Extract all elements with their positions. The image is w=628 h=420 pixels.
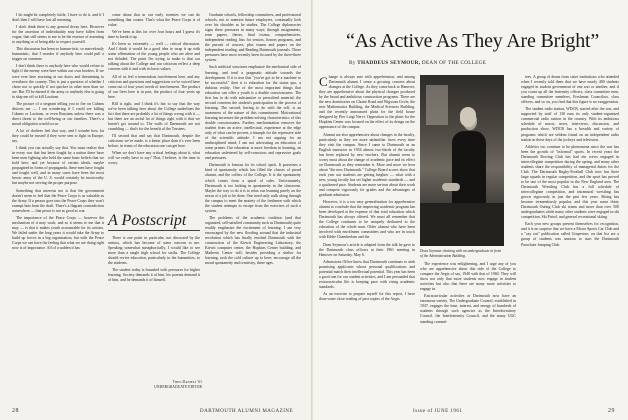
postscript-signature	[112, 380, 202, 389]
paragraph: Dartmouth is famous for its school spirit. It possesses a kind of spontaneity which has filled the classes of proud alumni, and the coffers of the College. It is the spontaneity which comes from a spiral of rules. Unfortunately, Dartmouth is too lacking in spontaneity in the classroom. Maybe the way to do it is to relax our learning purely on the nexus of a job to be done. One need only walk along through the campus to meet the anxiety of the freshmen with which the student attempts to escape from the exercises of such a system.	[205, 163, 301, 213]
paragraph: The student today is bounded with pressures for higher learning. Society demands it of him, his parents demand it of him, and he demands it of himself.	[108, 268, 200, 283]
paragraph: The picture of a sergeant telling you to fire on Cubans distorts me — I am wondering if I could see killing Cubans or Laotians, or even Russians unless there was a direct threat to the well-being or our families. There's a moral obligation would occur.	[12, 101, 104, 126]
paragraph: I think you can actually say that. You must realize that in every war that has been fought by a nation there have been men fighting who held the same basic beliefs that we hold here, and yet because of certain ideals, maybe propagated in forms of propaganda, these men have fought and fought well, and in many cases have been the most heroic army of the U. S. would certainly be trustworthy but maybe not serving the proper purpose.	[12, 146, 104, 186]
photo-caption: Dean Seymour chatting with an undergraduate in front of the Administration Building.	[420, 249, 502, 258]
paragraph: The student radio station, WDCR, started after the war, and supported by staff of 130 runs its only student-organized commercial radio station in the country. With its ambitious schedule of music, news, interviews, discussion, and production show, WDCR has a breadth and variety of programs which are seldom found on an independent radio station in these days of the jockeys and television.	[521, 107, 619, 142]
paragraph: I don't think there is any general decay here. However for the assertion of individuality may have fallen from vogue, that still seems to me to be the essence of assenting to anything or of being able to respect yourself.	[12, 25, 104, 45]
paragraph: I'll second that and say that Dartmouth, despite the criticisms we've made, is a better place than it's ever been before, in terms of the education one can get here.	[108, 134, 200, 149]
paragraph: I do might be completely futile, I have to do it, and if I don't then I will have lost all meaning.	[12, 13, 104, 23]
paragraph: We've been at this for over four hours and I guess it's time to break it up.	[108, 30, 200, 40]
paragraph: Alumni are also apprehensive about changes in the faculty, particularly as they see more unfamiliar faces every time they visit the campus. Since I came to Dartmouth as an English instructor in 1954 almost two-thirds of the faculty has been replaced by new teachers. But alumni seem to worry most about the change of academic pace and its effect on Dartmouth as they remember it. More and more we hear about "the new Dartmouth." College Board scores show that each year our students are getting brighter — what with a new, young faculty has set higher academic standards — and a quickened pace. Students are more serious about their work and compete vigorously for grades and the advantages of graduate admission.	[319, 132, 415, 198]
left-column-2	[108, 13, 200, 208]
right-folio	[608, 408, 615, 414]
photo-hand	[442, 183, 460, 191]
signature-name: Theo Daniels '61	[172, 380, 202, 384]
paragraph: Admissions Office know that Dartmouth continues to seek promising applicants whose personal qualifications and potential match their intellectual potential. This year has been a good one for our student activities, and I am persuaded that extracurricular life is keeping pace with rising academic standards.	[319, 259, 415, 289]
right-column-1	[319, 75, 415, 405]
photo-head	[460, 107, 476, 127]
paragraph: The experience was enlightening, and I urge any of you who are apprehensive about this side of the College to compare the Aegis of say, 1940 with that of 1960. They will show not only that more students now engage in student activities but also that there are many more activities to engage in.	[420, 262, 516, 292]
drop-cap: C	[319, 75, 328, 89]
postscript-title: A Postscript	[108, 212, 187, 229]
left-folio-title: DARTMOUTH ALUMNI MAGAZINE	[200, 409, 294, 414]
article-byline	[349, 60, 619, 66]
article-headline: “As Active As They Are Bright”	[346, 30, 600, 52]
left-page	[0, 0, 313, 420]
paragraph: Each year new groups present themselves for recognition, and it is no surprise that we have a Motor Sports Car Club and a "say out" publication called Grapevine; on that list are a group of students was anxious to start the Dartmouth Parachute Jumping Club.	[521, 222, 619, 247]
paragraph: Extracurricular activities at Dartmouth now have an enormous variety. The Undergraduate Council, established in 1947, engages the time, interest, and energy of hundreds of students through such agencies as the Interdormitory Council, the Interfraternity Council, and the many UGC standing commit-	[420, 294, 516, 324]
paragraph: Such artificial structures emphasize the mechanical side of learning, and tend a pragmatic attitude towards the development. If it is true that "you've got to be a machine to be successful," then it is education for the status quo, a dubious reality. One of the most important things that education can offer a youth is a double consciousness. The first has to do with substantive or prescribed material, the second concerns the student's participation in the process of learning. The second, having to do with the self, is an awareness of the nature of this commitment. Motivational learning increases the problem-solving characteristics of this double consciousness. Further, mechanization removes the student from an active, intellectual, experience at the edge only of what can be proven, a triumph for the repressive side of the scientific attitude. I am not arguing for an undisciplined mind; I am not advocating an education of some primer. Our education is more freedom in learning, an education unfettered by self-conscious and repressive goals and pressures.	[205, 65, 301, 161]
right-page-number: 29	[608, 408, 615, 414]
paragraph: When we don't have any critical feelings about it, what will we really have to say? That, I believe, is the time to worry.	[108, 151, 200, 166]
paragraph: The importance of the Peace Corps — however the mechanism of it may work, and so it seems to me that it may — is that it makes youth accountable for its actions. We failed under the long years it would take the Army to build up forces in a big organization, but with the Peace Corps we can have the feeling that what we are doing right now is of importance. All of a sudden it has	[12, 215, 104, 251]
paragraph: come about that in our early twenties we can do something that counts. That's what the Peace Corps is of value.	[108, 13, 200, 28]
postscript-rule	[108, 230, 200, 231]
byline-suffix: DEAN OF THE COLLEGE	[421, 60, 487, 66]
paragraph: All of us feel a tremendous involvement here, and any criticism and questions and suggestions we've voiced have come out of four years' needs of involvement. The product of our lives here is in part, the product of four years up here.	[108, 74, 200, 99]
photo-window	[426, 85, 448, 125]
paragraph: The problems of the academic tradition (and that organized, self-satisfied community such as Dartmouth) quite readily emphasize the excitement of learning. I am very encouraged by the new flooding around that the industrial revolution which has finally reached Dartmouth with the construction of the Kiewit Engineering Laboratory, the Kiewit computer center, the Hopkins Center building, and Mathesis Center will, besides providing a shelter for learning, rush the cold culture up to here; encourage all the moral spontaneity and creativity, these ages.	[205, 215, 301, 266]
photo-figure	[452, 131, 486, 207]
paragraph: This discussion has been so human-istic, so marvelously humanistic, that I wonder if anybody here could pull a trigger on someone.	[12, 47, 104, 62]
paragraph: Dean Seymour's article is adapted from the talk he gave to the Dartmouth class officers at their 1961 meeting in Hanover on Saturday, May 6.	[319, 242, 415, 257]
paragraph: A lot of draftees feel that way, and I wonder how far they could be trusted if they were sent to fight in Europe, say.	[12, 128, 104, 144]
paragraph: As an exercise to prepare myself for this report, I have done some close reading of past copies of the Aegis.	[319, 291, 415, 301]
right-column-3	[521, 75, 619, 405]
postscript-body	[108, 236, 200, 376]
signature-title: UNDERGRADUATE EDITOR	[154, 384, 202, 389]
right-page	[313, 0, 628, 420]
paragraph: There is one point in particular, not discussed by the seniors, which has become of some concern to me. Speaking somewhat metaphorically, I would like to see more than a single high school for sixths. The College should revive education, particularly in the humanities, to the students.	[108, 236, 200, 266]
right-folio-title: Issue of JUNE 1961	[413, 409, 463, 414]
photo-desk	[420, 203, 504, 246]
paragraph: It's been so extremely — well — critical discussion. And I think it would be a good idea to wrap it up with some affirmation of the young people who are alive and not deluded. The point I'm trying to make is that our talking about the College and our criticism reflect a deep concern with it and with its basic values.	[108, 42, 200, 72]
left-column-3	[205, 13, 301, 405]
paragraph: Graduate schools, fellowship committees, and professional schools, not to mention future employers, continually look over his shoulder as he studies. The College diplomacies signs these pressures in many ways; through assignments, term papers, theses, final exams, comprehensives, independent reading lists for seniors, honors programs, and the pursuit of courses, plus exams and papers on the independent reading, and Reading Dartmouth journals. These pressures have most recently been focused by the three-three system.	[205, 13, 301, 63]
left-column-1	[12, 13, 104, 405]
right-column-2	[420, 262, 516, 405]
dean-photo	[420, 75, 504, 246]
left-folio	[12, 408, 19, 414]
byline-prefix: By	[349, 60, 356, 66]
paragraph: However, it is a too easy generalization for apprehensive alumni to conclude that the improving academic program has been developed at the expense of that total education which Dartmouth has always offered. We must all remember that the College continues to be uniquely dedicated to the education of the whole man. Older alumni who have been involved with enrollment committees and who are in touch with Eddie Chamberlain and the	[319, 200, 415, 240]
paragraph: tees. A group of deans from sister institutions who attended when I recently told them that we have nearly 400 students engaged in student government of one sort or another, and if you count up all the fraternity officers, class committee men, standing committee members, Freshman Councilors, class officers, and so on, you find that this figure is no exaggeration.	[521, 75, 619, 105]
paragraph: Athletics too continue to be phenomena since the war has been the growth of "informal" sports. In recent years the Dartmouth Rowing Club has had ten crews engaged in intercollegiate competition during the spring, and many other students share the responsibility of managerial duties for the Club. The Dartmouth Rugby-Football Club now has three large squads in regular competition, and the sport has proved to be one of the most popular in the New England area. The Dartmouth Wrestling Club has a full schedule of intercollegiate competition, and intramural wrestling has grown vigorously in just the past few years. Skiing has become tremendously popular, and this year some thirty Dartmouth Outing Club ski teams and more than over 500 undergraduates while many other students were engaged in ski competition, Ski Patrol, and general recreational skiing.	[521, 144, 619, 220]
paragraph: Bill is right, and I think it's fair to say that the way we've been talking here about the College underlines the fact that there are probably a lot of things wrong with it — but there are an awful lot of things right with it that we haven't got around to. The walls of Dartmouth are not crumbling — that's for the benefit of the Trustees.	[108, 101, 200, 131]
paragraph: Something that interests me is that the government doesn't seem to feel that the Peace Corps is as valuable as the Army. If a person goes into the Peace Corps they won't exempt him from the draft. There's a flagrant contradiction somewhere — that peace is not as good as war.	[12, 188, 104, 213]
left-page-number: 28	[12, 408, 19, 414]
paragraph: I don't think there is anybody here who would refuse to fight if the enemy were here within our own borders. If we were ever here storming at our doors and threatening to overthrow the country. This is just a question of whether I chose not to quickly if not quicker in other men than we are. But I'll be darned if the army or anybody else is going to ship me off to kill Laotians.	[12, 64, 104, 99]
paragraph: hange is always met with apprehension, and among Dartmouth alumni I sense a growing concern about changes at the College. As they come back to Hanover, they are apprehensive about the physical changes produced by the broad and ambitious construction programs. There are the new dormitories on Choate Road and Wigwam Circle, the new Mathematics Building, the Medical Sciences Building, and the recently announced plans for the field house designed by Pier Luigi Nervi. Opposition to the plans for the Hopkins Center was focused on the effect of its design on the appearance of the campus.	[319, 75, 415, 130]
byline-name: THADDEUS SEYMOUR,	[357, 60, 421, 66]
